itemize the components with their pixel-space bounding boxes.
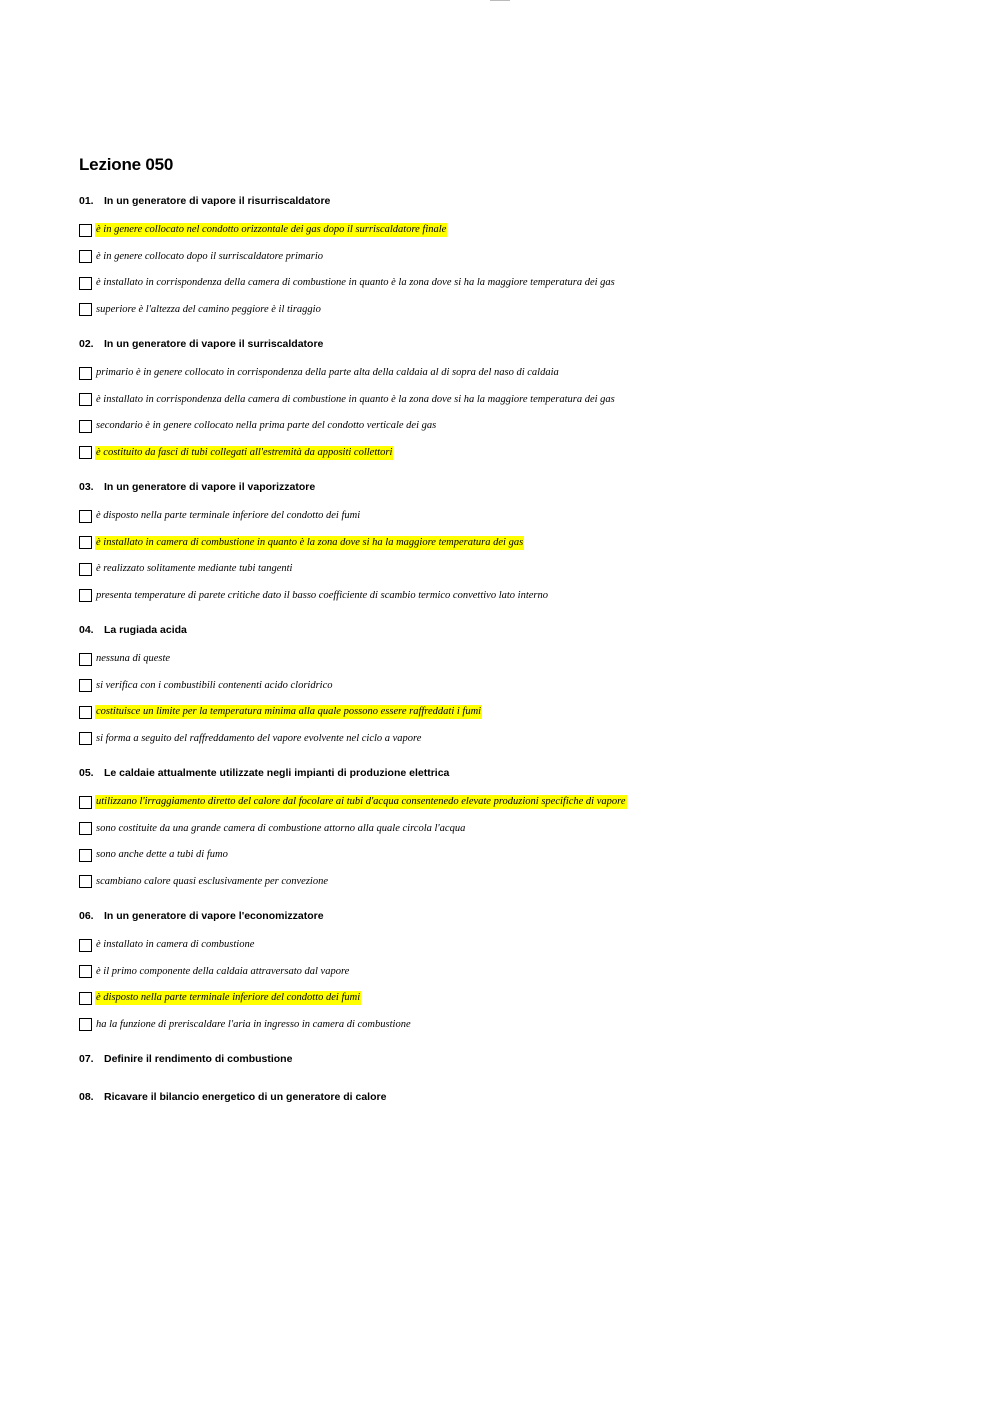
- answer-option[interactable]: [79, 270, 939, 297]
- answer-checkbox[interactable]: [79, 939, 92, 952]
- answer-checkbox[interactable]: [79, 510, 92, 523]
- question-7: [79, 1051, 939, 1089]
- question-text: In un generatore di vapore il vaporizzatore: [104, 481, 316, 493]
- answer-text: è il primo componente della caldaia attraversato dal vapore: [96, 965, 350, 977]
- question-heading: [79, 1051, 939, 1067]
- answer-option[interactable]: [79, 360, 939, 387]
- question-2: [79, 336, 939, 479]
- question-heading: [79, 336, 939, 352]
- question-heading: [79, 1089, 939, 1105]
- answer-text: si verifica con i combustibili contenenti acido cloridrico: [96, 679, 333, 691]
- question-number: 02.: [79, 338, 94, 350]
- answer-checkbox[interactable]: [79, 679, 92, 692]
- answer-checkbox[interactable]: [79, 536, 92, 549]
- answer-text: nessuna di queste: [96, 653, 171, 665]
- answer-option[interactable]: [79, 1012, 939, 1039]
- question-text: In un generatore di vapore il risurriscaldatore: [104, 195, 331, 207]
- question-number: 04.: [79, 624, 94, 636]
- answer-text: è installato in corrispondenza della camera di combustione in quanto è la zona dove si ha la maggiore temperatura dei gas: [96, 277, 615, 289]
- question-heading: [79, 479, 939, 495]
- question-number: 05.: [79, 767, 94, 779]
- answer-text: sono anche dette a tubi di fumo: [96, 849, 228, 861]
- question-number: 07.: [79, 1053, 94, 1065]
- answer-checkbox[interactable]: [79, 1018, 92, 1031]
- question-4: [79, 622, 939, 765]
- answer-text: è realizzato solitamente mediante tubi tangenti: [96, 563, 293, 575]
- answer-option[interactable]: [79, 869, 939, 896]
- answer-checkbox[interactable]: [79, 706, 92, 719]
- question-number: 06.: [79, 910, 94, 922]
- question-spacer: [79, 752, 939, 765]
- answer-checkbox[interactable]: [79, 367, 92, 380]
- question-spacer: [79, 1075, 939, 1089]
- question-spacer: [79, 323, 939, 336]
- answer-option[interactable]: [79, 530, 939, 557]
- answer-option[interactable]: [79, 440, 939, 467]
- answer-checkbox[interactable]: [79, 303, 92, 316]
- answer-option[interactable]: [79, 244, 939, 271]
- answer-text-highlighted: è installato in camera di combustione in quanto è la zona dove si ha la maggiore temperatura dei gas: [96, 536, 524, 548]
- answer-option[interactable]: [79, 699, 939, 726]
- answer-checkbox[interactable]: [79, 224, 92, 237]
- answer-option[interactable]: [79, 842, 939, 869]
- answer-checkbox[interactable]: [79, 992, 92, 1005]
- question-text: Ricavare il bilancio energetico di un generatore di calore: [104, 1091, 387, 1103]
- question-3: [79, 479, 939, 622]
- answer-checkbox[interactable]: [79, 822, 92, 835]
- answer-option[interactable]: [79, 789, 939, 816]
- answer-option[interactable]: [79, 556, 939, 583]
- answer-option[interactable]: [79, 932, 939, 959]
- answer-option[interactable]: [79, 217, 939, 244]
- question-spacer: [79, 1038, 939, 1051]
- answer-checkbox[interactable]: [79, 875, 92, 888]
- answer-text: è installato in camera di combustione: [96, 939, 255, 951]
- answer-text: è disposto nella parte terminale inferiore del condotto dei fumi: [96, 510, 361, 522]
- answer-checkbox[interactable]: [79, 589, 92, 602]
- answer-option[interactable]: [79, 959, 939, 986]
- answer-text: è installato in corrispondenza della camera di combustione in quanto è la zona dove si ha la maggiore temperatura dei gas: [96, 393, 615, 405]
- question-number: 08.: [79, 1091, 94, 1103]
- question-1: [79, 193, 939, 336]
- answer-checkbox[interactable]: [79, 393, 92, 406]
- header-mark: [490, 0, 510, 2]
- question-number: 03.: [79, 481, 94, 493]
- question-number: 01.: [79, 195, 94, 207]
- answer-text: scambiano calore quasi esclusivamente per convezione: [96, 875, 329, 887]
- answer-text-highlighted: è disposto nella parte terminale inferiore del condotto dei fumi: [96, 992, 361, 1004]
- answer-checkbox[interactable]: [79, 277, 92, 290]
- question-5: [79, 765, 939, 908]
- answer-option[interactable]: [79, 726, 939, 753]
- answer-text: secondario è in genere collocato nella prima parte del condotto verticale dei gas: [96, 420, 437, 432]
- question-text: La rugiada acida: [104, 624, 187, 636]
- answer-option[interactable]: [79, 503, 939, 530]
- answer-option[interactable]: [79, 816, 939, 843]
- question-8: [79, 1089, 939, 1127]
- question-6: [79, 908, 939, 1051]
- answer-option[interactable]: [79, 387, 939, 414]
- question-spacer: [79, 895, 939, 908]
- answer-checkbox[interactable]: [79, 563, 92, 576]
- question-spacer: [79, 1113, 939, 1127]
- answer-text-highlighted: è in genere collocato nel condotto orizzontale dei gas dopo il surriscaldatore finale: [96, 224, 447, 236]
- answer-text-highlighted: costituisce un limite per la temperatura minima alla quale possono essere raffreddati i fumi: [96, 706, 482, 718]
- question-heading: [79, 765, 939, 781]
- question-text: Le caldaie attualmente utilizzate negli impianti di produzione elettrica: [104, 767, 450, 779]
- question-heading: [79, 908, 939, 924]
- answer-option[interactable]: [79, 985, 939, 1012]
- answer-option[interactable]: [79, 646, 939, 673]
- answer-text: superiore è l'altezza del camino peggiore è il tiraggio: [96, 303, 321, 315]
- question-spacer: [79, 609, 939, 622]
- question-text: Definire il rendimento di combustione: [104, 1053, 293, 1065]
- answer-checkbox[interactable]: [79, 250, 92, 263]
- answer-checkbox[interactable]: [79, 653, 92, 666]
- answer-text: presenta temperature di parete critiche dato il basso coefficiente di scambio termico convettivo lato interno: [96, 589, 548, 601]
- question-heading: [79, 622, 939, 638]
- answer-checkbox[interactable]: [79, 796, 92, 809]
- answer-checkbox[interactable]: [79, 446, 92, 459]
- answer-checkbox[interactable]: [79, 420, 92, 433]
- question-text: In un generatore di vapore l'economizzatore: [104, 910, 324, 922]
- question-spacer: [79, 466, 939, 479]
- question-text: In un generatore di vapore il surriscaldatore: [104, 338, 324, 350]
- question-heading: [79, 193, 939, 209]
- answer-text: si forma a seguito del raffreddamento del vapore evolvente nel ciclo a vapore: [96, 732, 422, 744]
- question-list: [79, 193, 939, 1127]
- answer-text: è in genere collocato dopo il surriscaldatore primario: [96, 250, 323, 262]
- answer-option[interactable]: [79, 673, 939, 700]
- answer-option[interactable]: [79, 297, 939, 324]
- answer-text-highlighted: è costituito da fasci di tubi collegati all'estremità da appositi collettori: [96, 446, 393, 458]
- answer-text: sono costituite da una grande camera di combustione attorno alla quale circola l'acqua: [96, 822, 466, 834]
- answer-text: ha la funzione di preriscaldare l'aria in ingresso in camera di combustione: [96, 1018, 411, 1030]
- lesson-title: Lezione 050: [79, 155, 174, 174]
- answer-checkbox[interactable]: [79, 849, 92, 862]
- answer-option[interactable]: [79, 413, 939, 440]
- answer-checkbox[interactable]: [79, 965, 92, 978]
- answer-text: primario è in genere collocato in corrispondenza della parte alta della caldaia al di sopra del naso di caldaia: [96, 367, 559, 379]
- answer-option[interactable]: [79, 583, 939, 610]
- answer-text-highlighted: utilizzano l'irraggiamento diretto del calore dal focolare ai tubi d'acqua consentenedo elevate produzioni specifiche di vapore: [96, 796, 626, 808]
- answer-checkbox[interactable]: [79, 732, 92, 745]
